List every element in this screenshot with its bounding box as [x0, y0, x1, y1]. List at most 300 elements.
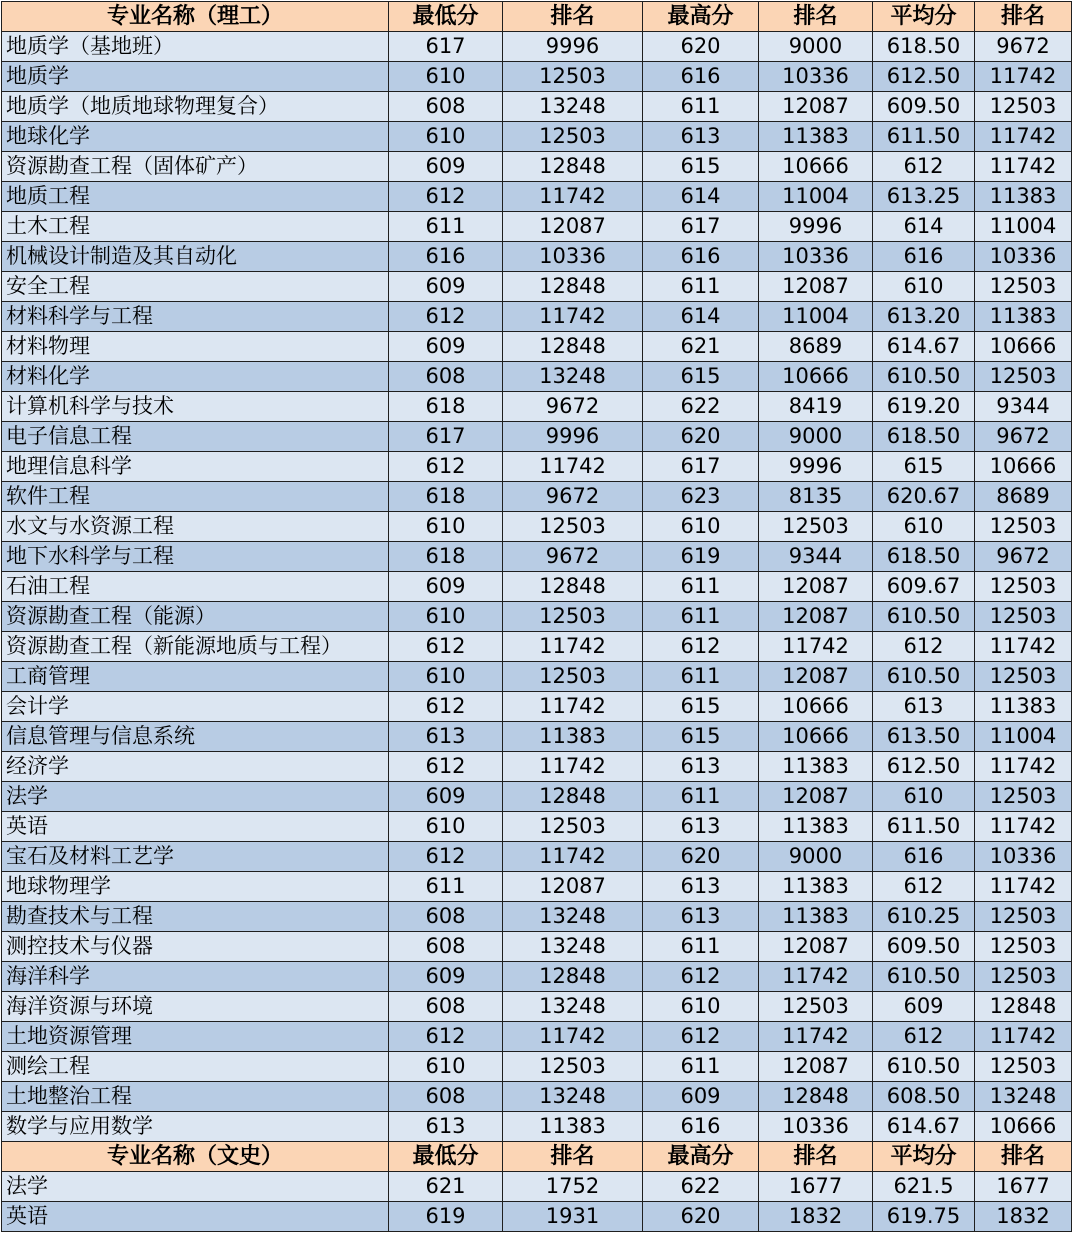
max-rank: 11383: [759, 752, 873, 782]
table-row: [2, 62, 1072, 92]
avg-score: 614.67: [873, 1112, 975, 1142]
max-rank: 12848: [759, 1082, 873, 1112]
max-score: 612: [643, 632, 759, 662]
max-rank: 1832: [759, 1202, 873, 1232]
max-score: 611: [643, 272, 759, 302]
avg-rank: 12503: [975, 362, 1072, 392]
max-score: 611: [643, 572, 759, 602]
min-score: 608: [389, 92, 503, 122]
max-rank: 12087: [759, 272, 873, 302]
min-score: 612: [389, 752, 503, 782]
avg-rank: 11742: [975, 872, 1072, 902]
min-score: 612: [389, 1022, 503, 1052]
max-rank: 1677: [759, 1172, 873, 1202]
table-row: [2, 542, 1072, 572]
table-row: [2, 242, 1072, 272]
header-max-score: 最高分: [643, 1142, 759, 1172]
table-row: [2, 992, 1072, 1022]
min-score: 610: [389, 1052, 503, 1082]
max-score: 612: [643, 962, 759, 992]
min-score: 618: [389, 542, 503, 572]
header-min-rank: 排名: [503, 1142, 643, 1172]
table-row: [2, 782, 1072, 812]
min-rank: 12087: [503, 212, 643, 242]
major-name: 英语: [2, 1202, 389, 1232]
max-score: 611: [643, 602, 759, 632]
major-name: 资源勘查工程（固体矿产）: [2, 152, 389, 182]
min-rank: 13248: [503, 362, 643, 392]
min-rank: 9996: [503, 422, 643, 452]
min-score: 616: [389, 242, 503, 272]
avg-score: 611.50: [873, 812, 975, 842]
max-rank: 12087: [759, 572, 873, 602]
min-score: 612: [389, 182, 503, 212]
avg-rank: 12503: [975, 92, 1072, 122]
table-row: [2, 932, 1072, 962]
table-row: [2, 272, 1072, 302]
avg-score: 618.50: [873, 32, 975, 62]
avg-rank: 11383: [975, 302, 1072, 332]
avg-score: 610: [873, 512, 975, 542]
table-row: [2, 1112, 1072, 1142]
max-score: 615: [643, 722, 759, 752]
table-row: [2, 602, 1072, 632]
min-rank: 9672: [503, 392, 643, 422]
avg-score: 613.25: [873, 182, 975, 212]
max-rank: 12087: [759, 662, 873, 692]
min-rank: 12848: [503, 572, 643, 602]
max-rank: 8135: [759, 482, 873, 512]
min-score: 610: [389, 602, 503, 632]
table-row: [2, 152, 1072, 182]
avg-rank: 1832: [975, 1202, 1072, 1232]
max-score: 622: [643, 392, 759, 422]
header-row-science: [2, 2, 1072, 32]
avg-rank: 1677: [975, 1172, 1072, 1202]
avg-rank: 10666: [975, 332, 1072, 362]
max-score: 610: [643, 512, 759, 542]
header-major-name: 专业名称（理工）: [2, 2, 389, 32]
avg-rank: 9672: [975, 422, 1072, 452]
avg-score: 619.75: [873, 1202, 975, 1232]
max-rank: 9000: [759, 422, 873, 452]
min-rank: 11742: [503, 182, 643, 212]
avg-score: 613.20: [873, 302, 975, 332]
avg-score: 614: [873, 212, 975, 242]
avg-score: 609: [873, 992, 975, 1022]
max-score: 609: [643, 1082, 759, 1112]
min-score: 610: [389, 812, 503, 842]
table-row: [2, 662, 1072, 692]
max-rank: 9000: [759, 32, 873, 62]
min-score: 609: [389, 152, 503, 182]
max-rank: 9996: [759, 452, 873, 482]
min-rank: 11383: [503, 1112, 643, 1142]
avg-rank: 11742: [975, 152, 1072, 182]
min-score: 621: [389, 1172, 503, 1202]
major-name: 石油工程: [2, 572, 389, 602]
max-score: 613: [643, 902, 759, 932]
header-min-rank: 排名: [503, 2, 643, 32]
major-name: 地理信息科学: [2, 452, 389, 482]
min-score: 611: [389, 872, 503, 902]
avg-rank: 12503: [975, 782, 1072, 812]
max-score: 614: [643, 302, 759, 332]
avg-rank: 10666: [975, 1112, 1072, 1142]
max-score: 615: [643, 362, 759, 392]
major-name: 资源勘查工程（新能源地质与工程）: [2, 632, 389, 662]
avg-score: 615: [873, 452, 975, 482]
max-score: 611: [643, 782, 759, 812]
table-row: [2, 332, 1072, 362]
max-score: 611: [643, 1052, 759, 1082]
avg-rank: 12503: [975, 512, 1072, 542]
max-rank: 11383: [759, 902, 873, 932]
avg-score: 610: [873, 272, 975, 302]
max-score: 616: [643, 1112, 759, 1142]
max-score: 621: [643, 332, 759, 362]
max-rank: 11742: [759, 632, 873, 662]
major-name: 地质学: [2, 62, 389, 92]
max-rank: 12503: [759, 512, 873, 542]
min-score: 612: [389, 302, 503, 332]
avg-score: 612: [873, 1022, 975, 1052]
avg-rank: 11742: [975, 812, 1072, 842]
major-name: 法学: [2, 782, 389, 812]
table-row: [2, 692, 1072, 722]
table-row: [2, 722, 1072, 752]
min-rank: 12848: [503, 272, 643, 302]
major-name: 宝石及材料工艺学: [2, 842, 389, 872]
max-score: 615: [643, 692, 759, 722]
major-name: 信息管理与信息系统: [2, 722, 389, 752]
header-avg-score: 平均分: [873, 2, 975, 32]
min-rank: 12503: [503, 602, 643, 632]
max-score: 613: [643, 752, 759, 782]
avg-score: 612: [873, 632, 975, 662]
max-rank: 12503: [759, 992, 873, 1022]
max-score: 613: [643, 872, 759, 902]
max-score: 613: [643, 812, 759, 842]
major-name: 会计学: [2, 692, 389, 722]
avg-rank: 11742: [975, 62, 1072, 92]
major-name: 材料物理: [2, 332, 389, 362]
table-row: [2, 92, 1072, 122]
table-row: [2, 482, 1072, 512]
header-min-score: 最低分: [389, 1142, 503, 1172]
table-row: [2, 302, 1072, 332]
min-score: 612: [389, 632, 503, 662]
min-rank: 12848: [503, 332, 643, 362]
table-row: [2, 632, 1072, 662]
avg-score: 609.50: [873, 932, 975, 962]
avg-score: 610.50: [873, 662, 975, 692]
avg-rank: 12503: [975, 1052, 1072, 1082]
min-rank: 11383: [503, 722, 643, 752]
min-rank: 12848: [503, 152, 643, 182]
avg-score: 612: [873, 152, 975, 182]
max-score: 620: [643, 1202, 759, 1232]
max-rank: 10666: [759, 152, 873, 182]
major-name: 电子信息工程: [2, 422, 389, 452]
max-rank: 10336: [759, 1112, 873, 1142]
major-name: 地质学（地质地球物理复合）: [2, 92, 389, 122]
avg-rank: 11383: [975, 182, 1072, 212]
max-score: 619: [643, 542, 759, 572]
max-score: 616: [643, 242, 759, 272]
avg-rank: 12503: [975, 902, 1072, 932]
min-rank: 12087: [503, 872, 643, 902]
table-row: [2, 362, 1072, 392]
min-score: 610: [389, 122, 503, 152]
avg-rank: 10336: [975, 842, 1072, 872]
major-name: 地球化学: [2, 122, 389, 152]
max-rank: 10336: [759, 62, 873, 92]
max-rank: 11383: [759, 872, 873, 902]
min-score: 608: [389, 902, 503, 932]
avg-rank: 12503: [975, 662, 1072, 692]
avg-rank: 11383: [975, 692, 1072, 722]
min-score: 619: [389, 1202, 503, 1232]
min-rank: 11742: [503, 752, 643, 782]
min-rank: 11742: [503, 1022, 643, 1052]
major-name: 经济学: [2, 752, 389, 782]
min-rank: 13248: [503, 1082, 643, 1112]
avg-score: 613.50: [873, 722, 975, 752]
table-row: [2, 1202, 1072, 1232]
avg-score: 610.50: [873, 962, 975, 992]
min-score: 609: [389, 962, 503, 992]
max-rank: 11742: [759, 1022, 873, 1052]
max-rank: 12087: [759, 92, 873, 122]
major-name: 资源勘查工程（能源）: [2, 602, 389, 632]
avg-score: 618.50: [873, 422, 975, 452]
table-row: [2, 902, 1072, 932]
avg-score: 610.25: [873, 902, 975, 932]
avg-score: 610: [873, 782, 975, 812]
max-rank: 10666: [759, 362, 873, 392]
table-row: [2, 1052, 1072, 1082]
header-max-rank: 排名: [759, 2, 873, 32]
min-rank: 11742: [503, 632, 643, 662]
max-rank: 12087: [759, 602, 873, 632]
max-rank: 9996: [759, 212, 873, 242]
avg-rank: 11742: [975, 752, 1072, 782]
table-row: [2, 212, 1072, 242]
max-score: 616: [643, 62, 759, 92]
min-score: 608: [389, 1082, 503, 1112]
min-score: 609: [389, 272, 503, 302]
max-rank: 12087: [759, 782, 873, 812]
table-row: [2, 512, 1072, 542]
avg-rank: 13248: [975, 1082, 1072, 1112]
avg-score: 610.50: [873, 362, 975, 392]
min-rank: 12503: [503, 122, 643, 152]
major-name: 土地整治工程: [2, 1082, 389, 1112]
min-rank: 1752: [503, 1172, 643, 1202]
avg-score: 610.50: [873, 602, 975, 632]
max-rank: 9000: [759, 842, 873, 872]
major-name: 材料化学: [2, 362, 389, 392]
min-score: 612: [389, 692, 503, 722]
min-rank: 9996: [503, 32, 643, 62]
table-row: [2, 842, 1072, 872]
min-score: 613: [389, 1112, 503, 1142]
table-row: [2, 422, 1072, 452]
max-score: 611: [643, 662, 759, 692]
min-rank: 9672: [503, 482, 643, 512]
min-rank: 12503: [503, 662, 643, 692]
min-rank: 12503: [503, 1052, 643, 1082]
min-score: 617: [389, 32, 503, 62]
table-row: [2, 452, 1072, 482]
table-row: [2, 872, 1072, 902]
table-row: [2, 182, 1072, 212]
max-rank: 10666: [759, 722, 873, 752]
table-row: [2, 962, 1072, 992]
max-score: 613: [643, 122, 759, 152]
max-score: 615: [643, 152, 759, 182]
min-rank: 12503: [503, 812, 643, 842]
avg-score: 609.50: [873, 92, 975, 122]
avg-score: 616: [873, 842, 975, 872]
table-row: [2, 1082, 1072, 1112]
max-rank: 11742: [759, 962, 873, 992]
avg-rank: 12848: [975, 992, 1072, 1022]
header-min-score: 最低分: [389, 2, 503, 32]
max-score: 610: [643, 992, 759, 1022]
major-name: 地质工程: [2, 182, 389, 212]
min-score: 618: [389, 392, 503, 422]
min-score: 611: [389, 212, 503, 242]
min-rank: 12503: [503, 512, 643, 542]
major-name: 材料科学与工程: [2, 302, 389, 332]
avg-rank: 9672: [975, 542, 1072, 572]
avg-score: 613: [873, 692, 975, 722]
min-score: 612: [389, 842, 503, 872]
major-name: 数学与应用数学: [2, 1112, 389, 1142]
min-rank: 13248: [503, 902, 643, 932]
avg-rank: 11742: [975, 1022, 1072, 1052]
avg-score: 612: [873, 872, 975, 902]
avg-rank: 9672: [975, 32, 1072, 62]
admission-score-table: [1, 1, 1072, 1232]
min-rank: 12503: [503, 62, 643, 92]
major-name: 勘查技术与工程: [2, 902, 389, 932]
max-score: 623: [643, 482, 759, 512]
max-rank: 8689: [759, 332, 873, 362]
min-score: 609: [389, 332, 503, 362]
table-row: [2, 1022, 1072, 1052]
min-score: 617: [389, 422, 503, 452]
avg-rank: 8689: [975, 482, 1072, 512]
max-score: 611: [643, 932, 759, 962]
major-name: 地下水科学与工程: [2, 542, 389, 572]
max-rank: 9344: [759, 542, 873, 572]
min-rank: 11742: [503, 302, 643, 332]
header-max-score: 最高分: [643, 2, 759, 32]
max-rank: 8419: [759, 392, 873, 422]
table-row: [2, 122, 1072, 152]
min-rank: 9672: [503, 542, 643, 572]
min-rank: 13248: [503, 992, 643, 1022]
avg-score: 609.67: [873, 572, 975, 602]
max-rank: 11383: [759, 122, 873, 152]
max-score: 617: [643, 452, 759, 482]
min-rank: 1931: [503, 1202, 643, 1232]
avg-rank: 12503: [975, 272, 1072, 302]
min-score: 613: [389, 722, 503, 752]
avg-rank: 11004: [975, 722, 1072, 752]
min-rank: 13248: [503, 932, 643, 962]
major-name: 土地资源管理: [2, 1022, 389, 1052]
header-avg-rank: 排名: [975, 2, 1072, 32]
major-name: 水文与水资源工程: [2, 512, 389, 542]
min-score: 612: [389, 452, 503, 482]
max-score: 617: [643, 212, 759, 242]
header-major-name: 专业名称（文史）: [2, 1142, 389, 1172]
major-name: 法学: [2, 1172, 389, 1202]
header-row-liberal-arts: [2, 1142, 1072, 1172]
table-body: [2, 2, 1072, 1232]
min-score: 610: [389, 512, 503, 542]
min-score: 610: [389, 62, 503, 92]
max-score: 620: [643, 422, 759, 452]
max-score: 612: [643, 1022, 759, 1052]
avg-score: 608.50: [873, 1082, 975, 1112]
min-rank: 12848: [503, 962, 643, 992]
header-max-rank: 排名: [759, 1142, 873, 1172]
min-rank: 11742: [503, 692, 643, 722]
table-row: [2, 572, 1072, 602]
min-rank: 11742: [503, 842, 643, 872]
table-row: [2, 392, 1072, 422]
table-row: [2, 812, 1072, 842]
min-rank: 13248: [503, 92, 643, 122]
major-name: 软件工程: [2, 482, 389, 512]
avg-score: 619.20: [873, 392, 975, 422]
max-rank: 10666: [759, 692, 873, 722]
max-score: 622: [643, 1172, 759, 1202]
avg-rank: 11742: [975, 122, 1072, 152]
min-rank: 11742: [503, 452, 643, 482]
avg-score: 612.50: [873, 752, 975, 782]
major-name: 计算机科学与技术: [2, 392, 389, 422]
major-name: 安全工程: [2, 272, 389, 302]
major-name: 地质学（基地班）: [2, 32, 389, 62]
min-rank: 12848: [503, 782, 643, 812]
major-name: 海洋资源与环境: [2, 992, 389, 1022]
min-score: 608: [389, 362, 503, 392]
table-row: [2, 32, 1072, 62]
min-rank: 10336: [503, 242, 643, 272]
max-rank: 12087: [759, 1052, 873, 1082]
avg-score: 612.50: [873, 62, 975, 92]
avg-rank: 10336: [975, 242, 1072, 272]
avg-rank: 11742: [975, 632, 1072, 662]
avg-rank: 12503: [975, 572, 1072, 602]
header-avg-rank: 排名: [975, 1142, 1072, 1172]
major-name: 地球物理学: [2, 872, 389, 902]
max-score: 611: [643, 92, 759, 122]
max-rank: 11004: [759, 182, 873, 212]
avg-rank: 9344: [975, 392, 1072, 422]
avg-score: 610.50: [873, 1052, 975, 1082]
min-score: 608: [389, 932, 503, 962]
avg-score: 618.50: [873, 542, 975, 572]
header-avg-score: 平均分: [873, 1142, 975, 1172]
max-rank: 10336: [759, 242, 873, 272]
